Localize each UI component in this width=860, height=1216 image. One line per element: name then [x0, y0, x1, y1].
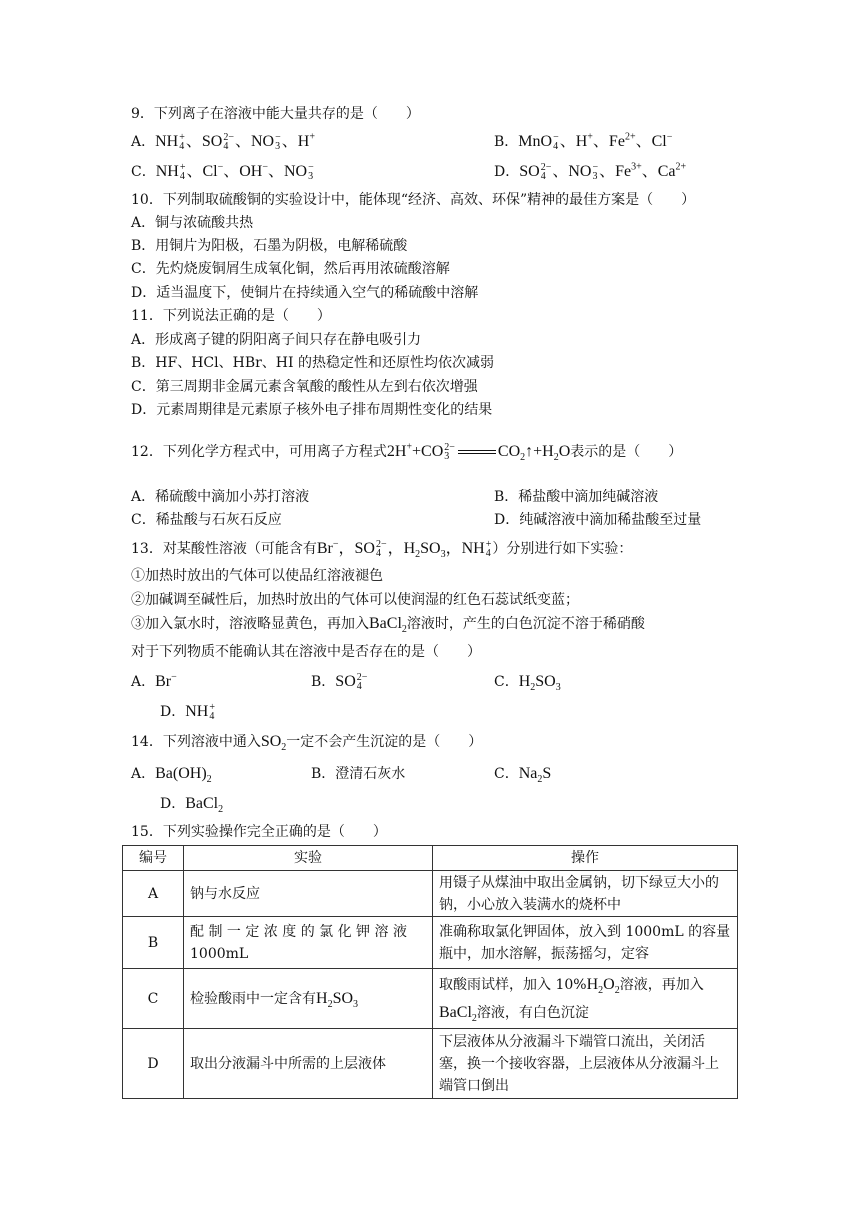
formula: BaCl$_2$: [439, 1003, 477, 1024]
q10-option-d[interactable]: D．适当温度下，使铜片在持续通入空气的稀硫酸中溶解: [131, 285, 479, 301]
header-experiment: 实验: [184, 846, 433, 871]
table-row: [123, 1029, 738, 1099]
q11-option-a[interactable]: A．形成离子键的阴阳离子间只存在静电吸引力: [131, 332, 422, 348]
row-operation: 下层液体从分液漏斗下端管口流出，关闭活塞，换一个接收容器，上层液体从分液漏斗上端管口倒出: [433, 1029, 738, 1099]
cell-text: 取酸雨试样，加入 10%: [439, 976, 587, 993]
row-experiment: 取出分液漏斗中所需的上层液体: [184, 1029, 433, 1099]
table-header-row: [123, 846, 738, 871]
cell-text: 溶液，有白色沉淀: [476, 1004, 589, 1021]
q12-option-a[interactable]: A．稀硫酸中滴加小苏打溶液: [131, 489, 310, 505]
q10-stem: 10．下列制取硫酸铜的实验设计中，能体现“经济、高效、环保”精神的最佳方案是（ ）: [131, 192, 696, 208]
cell-text: 检验酸雨中一定含有: [190, 990, 316, 1007]
q13-statement-1: ①加热时放出的气体可以使品红溶液褪色: [131, 568, 383, 584]
q9-option-d[interactable]: [494, 162, 686, 182]
formula: BaCl$_2$: [369, 615, 407, 636]
table-row: [123, 871, 738, 917]
stem-text: 表示的是（ ）: [570, 444, 683, 460]
stem-text: 13．对某酸性溶液（可能含有: [131, 541, 317, 557]
ionic-equation: 2H++CO 2− 3 $CO_2↑+H_2O$: [386, 441, 571, 464]
formula: SO 2− 4 、NO − 3 、$Fe^{3+}$、$Ca^{2+}$: [519, 161, 687, 183]
row-operation: [433, 969, 738, 1029]
formula: $SO_2$: [260, 733, 287, 754]
formula: $Na_2S$: [518, 765, 552, 786]
q13-option-d[interactable]: [160, 702, 216, 722]
row-operation: 用镊子从煤油中取出金属钠，切下绿豆大小的钠，小心放入装满水的烧杯中: [433, 871, 738, 917]
row-experiment: [184, 969, 433, 1029]
q9-stem: 9．下列离子在溶液中能大量共存的是（ ）: [131, 106, 420, 122]
q14-option-c[interactable]: [494, 764, 551, 784]
stem-text: 12．下列化学方程式中，可用离子方程式: [131, 444, 387, 460]
q11-option-b[interactable]: B．HF、HCl、HBr、HI 的热稳定性和还原性均依次减弱: [131, 355, 494, 371]
formula: Br−，SO 2− 4 ，$H_2SO_3$，NH + 4: [316, 538, 492, 561]
q14-option-a[interactable]: [131, 764, 212, 784]
q13-statement-2: ②加碱调至碱性后，加热时放出的气体可以使润湿的红色石蕊试纸变蓝；: [131, 592, 579, 608]
experiment-table: [122, 845, 738, 1099]
formula: Br−: [155, 671, 177, 690]
option-letter: A．: [131, 674, 156, 690]
formula: NH + 4: [185, 702, 215, 723]
q13-statement-3: [131, 614, 645, 634]
formula: $H_2SO_3$: [316, 989, 359, 1010]
stem-text: 一定不会产生沉淀的是（ ）: [286, 734, 483, 750]
stem-text: 溶液时，产生的白色沉淀不溶于稀硝酸: [406, 616, 645, 632]
option-letter: C．: [131, 164, 156, 180]
option-letter: C．: [494, 674, 519, 690]
option-letter: A．: [131, 766, 156, 782]
q14-stem: [131, 732, 482, 752]
formula: MnO − 4 、H+、$Fe^{2+}$、Cl−: [518, 131, 673, 153]
q11-option-c[interactable]: C．第三周期非金属元素含氧酸的酸性从左到右依次增强: [131, 379, 478, 395]
row-id: B: [123, 917, 184, 969]
option-letter: D．: [494, 164, 520, 180]
q13-option-c[interactable]: [494, 672, 561, 692]
cell-text: 溶液，再加入: [619, 976, 704, 993]
q10-option-c[interactable]: C．先灼烧废铜屑生成氧化铜，然后再用浓硫酸溶解: [131, 261, 450, 277]
q13-stem: [131, 539, 632, 559]
q9-option-a[interactable]: [131, 132, 315, 152]
option-letter: B．: [494, 134, 519, 150]
option-letter: C．: [494, 766, 519, 782]
table-row: [123, 917, 738, 969]
stem-text: ）分别进行如下实验：: [492, 541, 633, 557]
q12-option-d[interactable]: D．纯碱溶液中滴加稀盐酸至过量: [494, 512, 702, 528]
formula: BaCl$_2$: [185, 795, 224, 816]
q10-option-b[interactable]: B．用铜片为阳极，石墨为阴极，电解稀硫酸: [131, 238, 408, 254]
q11-option-d[interactable]: D．元素周期律是元素原子核外电子排布周期性变化的结果: [131, 402, 493, 418]
q10-option-a[interactable]: A．铜与浓硫酸共热: [131, 215, 254, 231]
q12-option-c[interactable]: C．稀盐酸与石灰石反应: [131, 512, 282, 528]
row-id: D: [123, 1029, 184, 1099]
option-letter: D．: [160, 704, 186, 720]
q11-stem: 11．下列说法正确的是（ ）: [131, 308, 331, 324]
header-id: 编号: [123, 846, 184, 871]
stem-text: 14．下列溶液中通入: [131, 734, 261, 750]
q9-option-c[interactable]: [131, 162, 315, 182]
formula: $Ba(OH)_2$: [155, 765, 212, 786]
row-id: A: [123, 871, 184, 917]
q14-option-d[interactable]: [160, 794, 223, 814]
row-id: C: [123, 969, 184, 1029]
formula: SO 2− 4: [335, 672, 368, 693]
row-operation: 准确称取氯化钾固体，放入到 1000mL 的容量瓶中，加水溶解，振荡摇匀，定容: [433, 917, 738, 969]
table-row: [123, 969, 738, 1029]
q9-option-b[interactable]: [494, 132, 672, 152]
row-experiment: 配 制 一 定 浓 度 的 氯 化 钾 溶 液 1000mL: [184, 917, 433, 969]
stem-text: ③加入氯水时，溶液略显黄色，再加入: [131, 616, 369, 632]
formula: $H_2SO_3$: [518, 673, 561, 694]
formula: NH + 4 、Cl−、OH−、NO − 3: [155, 161, 314, 183]
q14-option-b[interactable]: B．澄清石灰水: [311, 766, 406, 782]
formula: NH + 4 、SO 2− 4 、NO − 3 、H+: [155, 131, 315, 153]
q12-stem: [131, 442, 682, 462]
option-letter: B．: [311, 674, 336, 690]
header-operation: 操作: [433, 846, 738, 871]
q13-option-b[interactable]: [311, 672, 368, 692]
q15-stem: 15．下列实验操作完全正确的是（ ）: [131, 824, 387, 840]
q13-question: 对于下列物质不能确认其在溶液中是否存在的是（ ）: [131, 644, 481, 660]
q12-option-b[interactable]: B．稀盐酸中滴加纯碱溶液: [494, 489, 659, 505]
formula: $H_2O_2$: [586, 975, 620, 996]
row-experiment: 钠与水反应: [184, 871, 433, 917]
option-letter: D．: [160, 796, 186, 812]
option-letter: A．: [131, 134, 156, 150]
q13-option-a[interactable]: [131, 672, 177, 692]
